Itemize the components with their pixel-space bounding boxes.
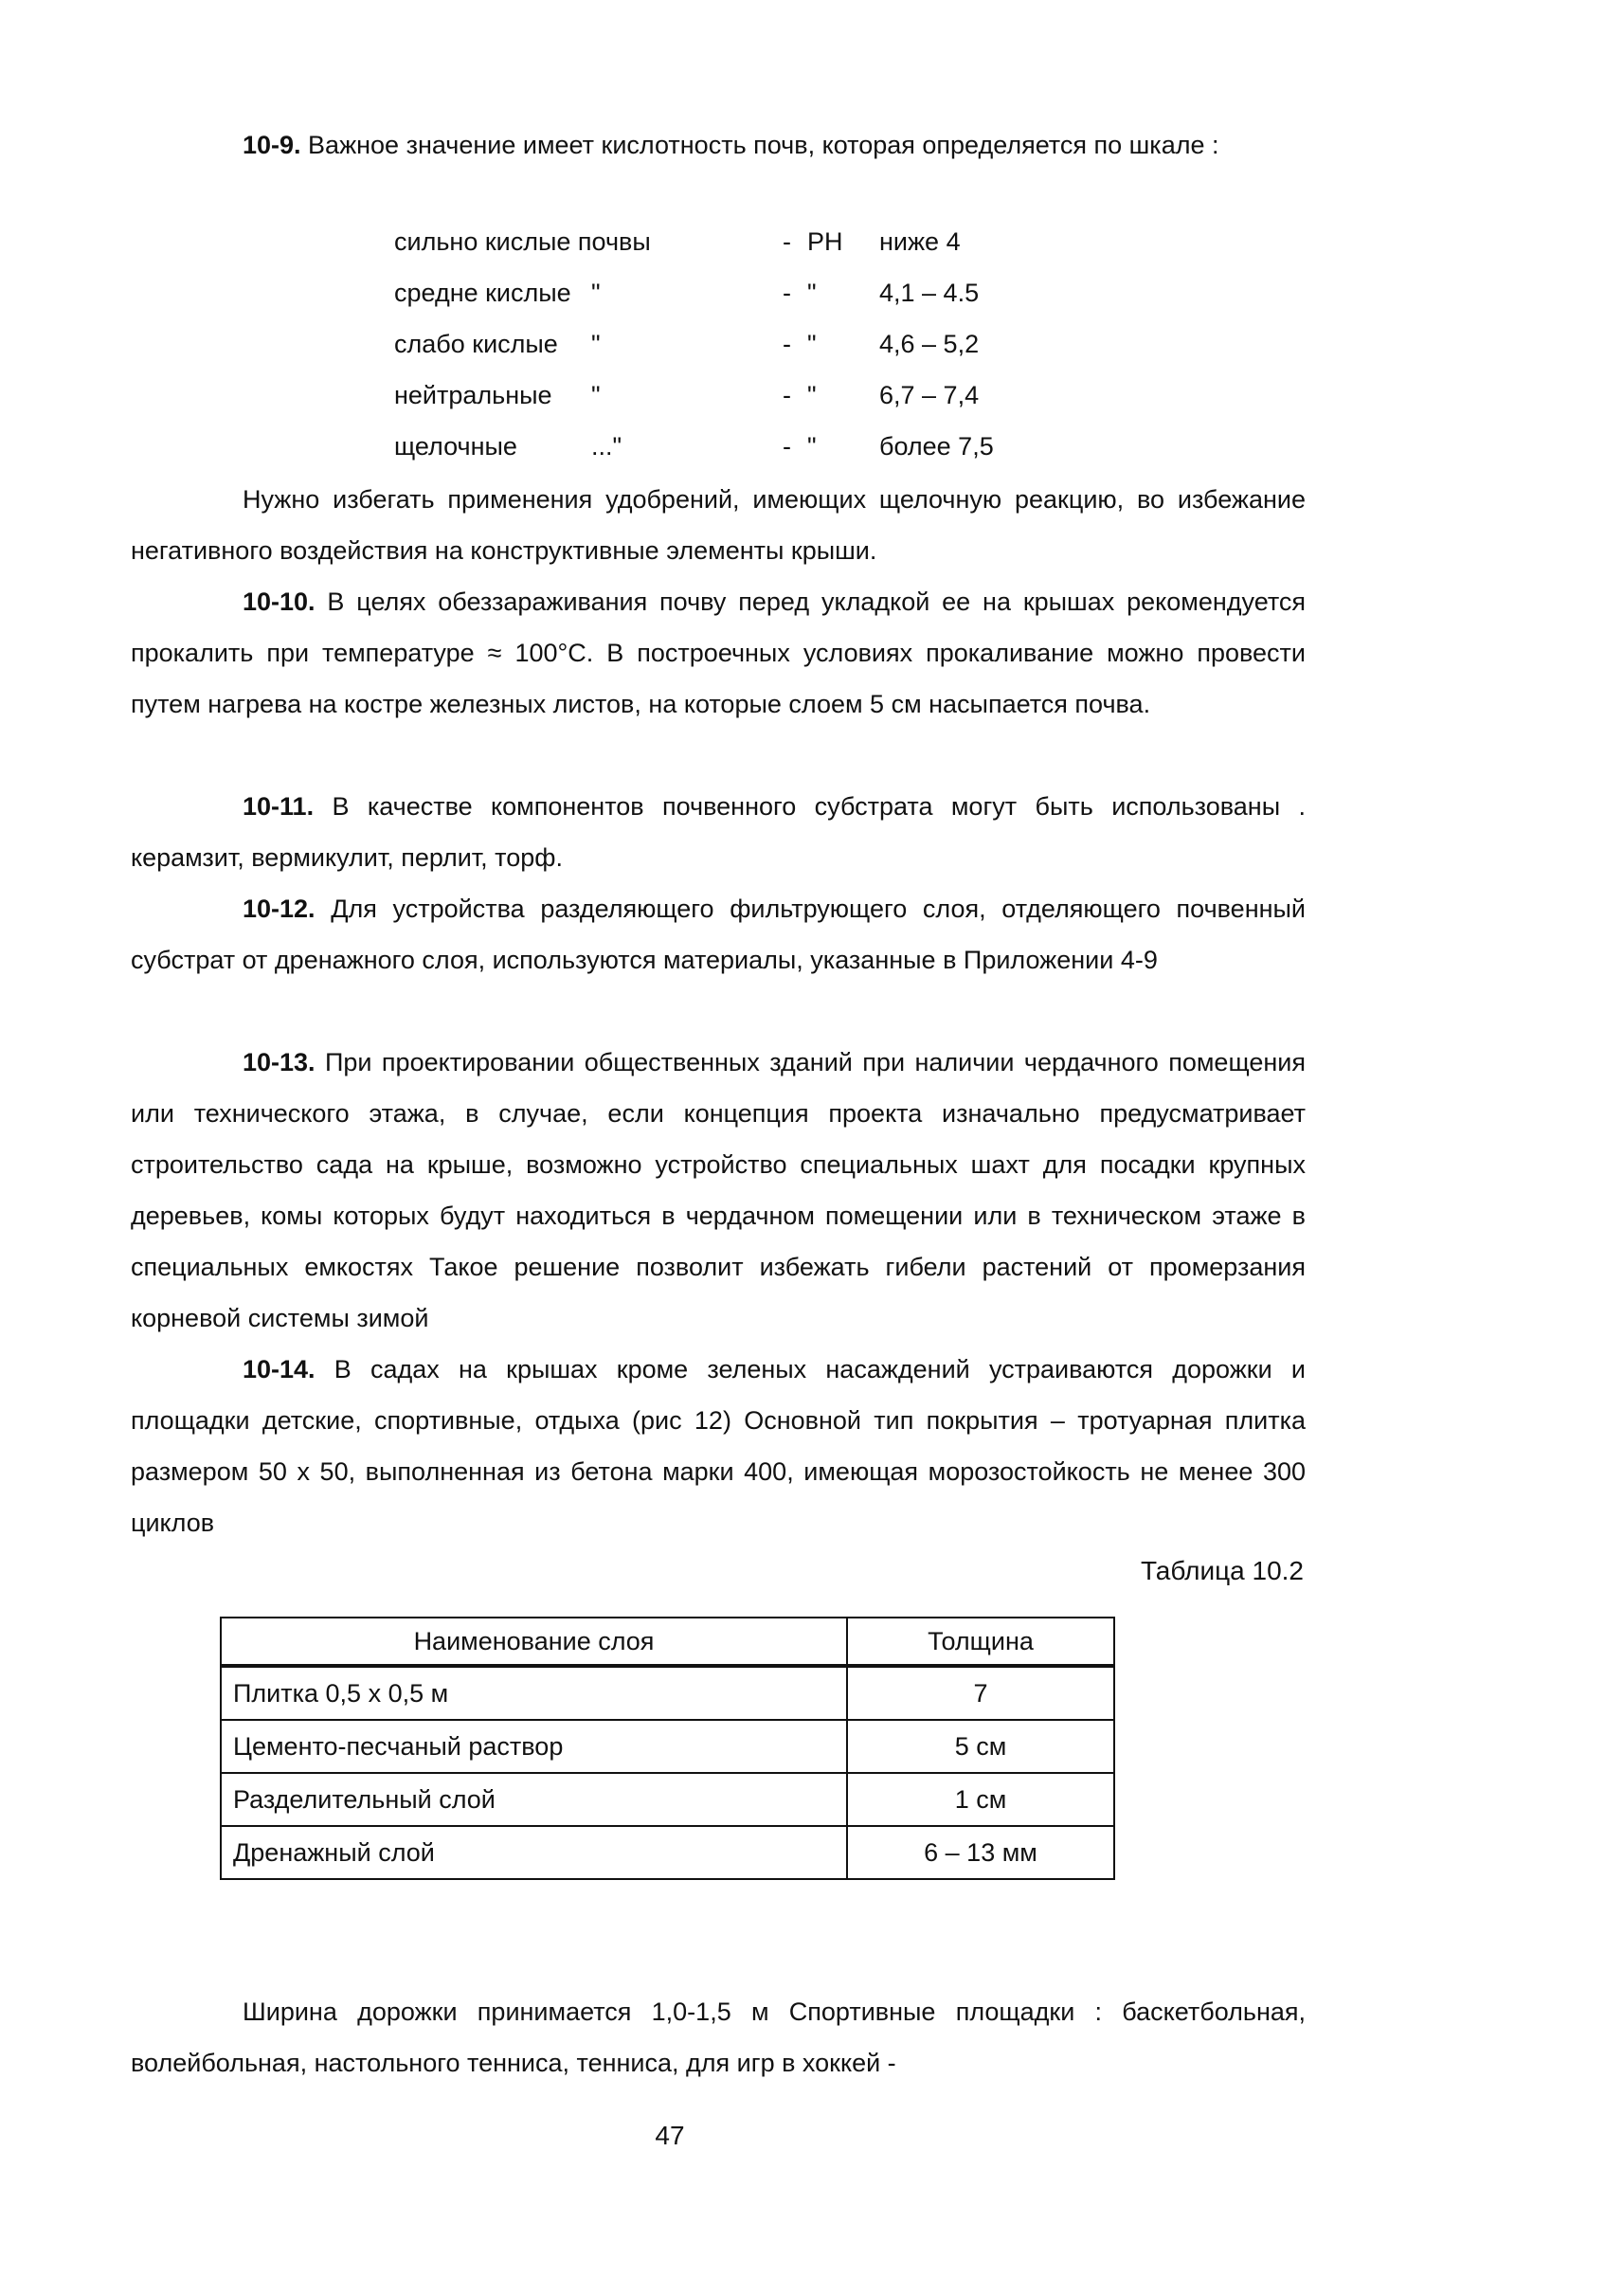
table-row bbox=[221, 1666, 1114, 1720]
layer-name-cell: Плитка 0,5 х 0,5 м bbox=[221, 1666, 847, 1720]
ph-range: 6,7 – 7,4 bbox=[879, 381, 980, 409]
ditto-mark: ..." bbox=[591, 432, 622, 461]
soil-type: щелочные bbox=[394, 432, 517, 461]
ph-range: 4,6 – 5,2 bbox=[879, 330, 980, 358]
ph-unit: " bbox=[807, 330, 817, 358]
soil-type: сильно кислые почвы bbox=[394, 227, 651, 256]
paragraph-number: 10-13. bbox=[243, 1048, 316, 1076]
paragraph-fertilizer-warning bbox=[131, 474, 1306, 576]
paragraph-text: В садах на крышах кроме зеленых насаждений устраиваются дорожки и площадки детские, спортивные, отдыха (рис 12) Основной тип покрытия – тротуарная плитка размером 50 х 50, выполненная из бетона марки 400, имеющая морозостойкость не менее 300 циклов bbox=[131, 1355, 1306, 1537]
page-number: 47 bbox=[655, 2121, 685, 2150]
thickness-cell: 6 – 13 мм bbox=[847, 1826, 1114, 1879]
table-row bbox=[221, 1720, 1114, 1773]
ph-unit: " bbox=[807, 432, 817, 461]
column-header-layer-name: Наименование слоя bbox=[221, 1618, 847, 1666]
table-header-row bbox=[221, 1618, 1114, 1666]
ph-range: ниже 4 bbox=[879, 227, 961, 256]
soil-type: средне кислые bbox=[394, 279, 571, 307]
table-row bbox=[221, 1773, 1114, 1826]
ph-unit: PH bbox=[807, 227, 843, 256]
paragraph-number: 10-9. bbox=[243, 131, 301, 159]
paragraph-10-13 bbox=[131, 1037, 1306, 1344]
paragraph-text: Нужно избегать применения удобрений, имеющих щелочную реакцию, во избежание негативного воздействия на конструктивные элементы крыши. bbox=[131, 485, 1306, 565]
paragraph-number: 10-11. bbox=[243, 792, 315, 821]
thickness-cell: 1 см bbox=[847, 1773, 1114, 1826]
soil-type: слабо кислые bbox=[394, 330, 558, 358]
ph-unit: " bbox=[807, 279, 817, 307]
layer-name-cell: Дренажный слой bbox=[221, 1826, 847, 1879]
table-caption: Таблица 10.2 bbox=[1140, 1556, 1304, 1585]
paragraph-10-12 bbox=[131, 883, 1306, 985]
layer-name-cell: Разделительный слой bbox=[221, 1773, 847, 1826]
paragraph-text: При проектировании общественных зданий при наличии чердачного помещения или технического этажа, в случае, если концепция проекта изначально предусматривает строительство сада на крыше, возможно устройство специальных шахт для посадки крупных деревьев, комы которых будут находиться в чердачном помещении или в техническом этаже в специальных емкостях Такое решение позволит избежать гибели растений от промерзания корневой системы зимой bbox=[131, 1048, 1306, 1332]
paragraph-10-9 bbox=[131, 119, 1306, 171]
ph-scale-list bbox=[394, 227, 1057, 474]
ph-unit: " bbox=[807, 381, 817, 409]
dash: - bbox=[783, 432, 791, 461]
paragraph-path-width bbox=[131, 1986, 1306, 2088]
dash: - bbox=[783, 279, 791, 307]
thickness-cell: 5 см bbox=[847, 1720, 1114, 1773]
paragraph-text: Важное значение имеет кислотность почв, которая определяется по шкале : bbox=[300, 131, 1219, 159]
paragraph-number: 10-12. bbox=[243, 895, 316, 923]
paragraph-number: 10-14. bbox=[243, 1355, 316, 1383]
paragraph-10-10 bbox=[131, 576, 1306, 730]
table-row bbox=[221, 1826, 1114, 1879]
soil-type: нейтральные bbox=[394, 381, 552, 409]
ditto-mark: " bbox=[591, 330, 601, 358]
dash: - bbox=[783, 381, 791, 409]
thickness-cell: 7 bbox=[847, 1666, 1114, 1720]
paragraph-text: Для устройства разделяющего фильтрующего слоя, отделяющего почвенный субстрат от дренажного слоя, используются материалы, указанные в Приложении 4-9 bbox=[131, 895, 1306, 974]
layer-name-cell: Цементо-песчаный раствор bbox=[221, 1720, 847, 1773]
ditto-mark: " bbox=[591, 381, 601, 409]
paragraph-text: В качестве компонентов почвенного субстрата могут быть использованы . керамзит, вермикулит, перлит, торф. bbox=[131, 792, 1306, 872]
dash: - bbox=[783, 227, 791, 256]
dash: - bbox=[783, 330, 791, 358]
layers-table bbox=[220, 1617, 1115, 1880]
paragraph-text: Ширина дорожки принимается 1,0-1,5 м Спортивные площадки : баскетбольная, волейбольная, настольного тенниса, тенниса, для игр в хоккей - bbox=[131, 1998, 1306, 2077]
ph-range: более 7,5 bbox=[879, 432, 994, 461]
paragraph-10-11 bbox=[131, 781, 1306, 883]
column-header-thickness: Толщина bbox=[847, 1618, 1114, 1666]
ditto-mark: " bbox=[591, 279, 601, 307]
paragraph-10-14 bbox=[131, 1344, 1306, 1548]
paragraph-text: В целях обеззараживания почву перед укладкой ее на крышах рекомендуется прокалить при температуре ≈ 100°С. В построечных условиях прокаливание можно провести путем нагрева на костре железных листов, на которые слоем 5 см насыпается почва. bbox=[131, 588, 1306, 718]
paragraph-number: 10-10. bbox=[243, 588, 316, 616]
ph-range: 4,1 – 4.5 bbox=[879, 279, 980, 307]
